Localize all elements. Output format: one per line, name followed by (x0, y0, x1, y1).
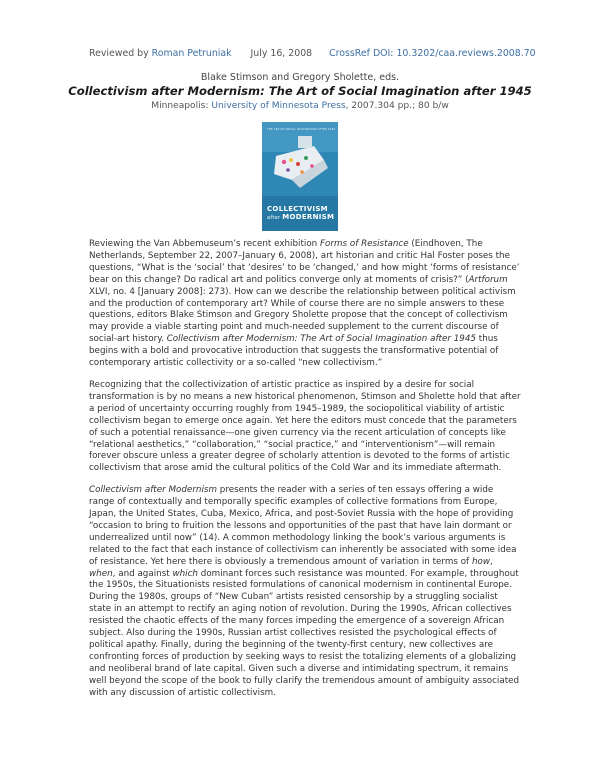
cover-figure-3 (296, 162, 300, 166)
cover-small-text: THE ART OF SOCIAL IMAGINATION AFTER 1945 (267, 128, 336, 131)
cover-figure-1 (282, 160, 286, 164)
p3-italic-when: when (89, 568, 113, 579)
p3-italic-how: how (471, 556, 490, 567)
p1-italic-artforum: Artforum (468, 274, 508, 285)
review-meta-line (89, 48, 589, 59)
p1-italic-book-title: Collectivism after Modernism: The Art of Social Imagination after 1945 (166, 334, 476, 345)
cover-title-main: MODERNISM (282, 213, 335, 221)
book-cover-image (262, 122, 338, 231)
review-body (89, 239, 521, 710)
cover-structure (298, 136, 312, 148)
p1-text-e: XLVI, no. 4 [January 2008]: 273). How can we describe the relationship between political activism and the production of contemporary art? While of course there are no simple answers to these questions, editors Blake Stimson and Gregory Sholette propose that the concept of collectivism may provide a viable starting point and much-needed supplement to the current discourse of social-art history. (89, 286, 516, 345)
publication-details: , 2007.304 pp.; 80 b/w (345, 101, 449, 111)
cover-figure-4 (304, 156, 308, 160)
cover-figure-7 (310, 164, 314, 168)
p1-text-c: (Eindhoven, The Netherlands, September 22, 2007–January 6, 2008), art historian and critic Hal Foster poses the questions, “What is the ‘social’ that ‘desires’ to be ‘changed,’ and how might ‘forms of resistance’ bear on this change? Do radical art and politics converge only at moments of crisis?” ( (89, 239, 520, 285)
p3-text-d: , (490, 556, 493, 567)
book-title: Collectivism after Modernism: The Art of Social Imagination after 1945 (68, 84, 532, 98)
p3-italic-which: which (172, 568, 198, 579)
p1-italic-forms-of-resistance: Forms of Resistance (320, 239, 409, 249)
p3-text-f: , and against (112, 568, 173, 579)
book-editors: Blake Stimson and Gregory Sholette, eds. (200, 72, 400, 83)
p3-text-b: presents the reader with a series of ten essays offering a wide range of contextually and temporally specific examples of collective formations from Europe, Japan, the United States, Cuba, Mexico, Africa, and post-Soviet Russia with the hope of providing “occasion to bring to fruition the lessons and opportunities of the past that have lain dormant or underrealized until now” (14). A common methodology linking the book’s various arguments is related to the fact that each instance of collectivism can inherently be associated with some idea of resistance. Yet here there is obviously a tremendous amount of variation in terms of (89, 485, 517, 567)
cover-title-line-1: COLLECTIVISM (267, 205, 328, 213)
review-date: July 16, 2008 (250, 48, 313, 59)
paragraph-1 (89, 239, 521, 370)
publication-info (0, 101, 600, 111)
cover-figure-2 (289, 158, 293, 162)
p3-text-h: dominant forces such resistance was mounted. For example, throughout the 1950s, the Situationists resisted formulations of canonical modernism in continental Europe. During the 1980s, groups of “New Cuban” artists resisted censorship by a struggling socialist state in an attempt to rectify an aging notion of revolution. During the 1990s, African collectives resisted the chaotic effects of the many forces impeding the emergence of a sovereign African subject. Also during the 1990s, Russian artist collectives resisted the psychological effects of political apathy. Finally, during the beginning of the twenty-first century, new collectives are confronting forces of production by seeking ways to resist the totalizing elements of a globalizing and neoliberal brand of late capital. Given such a diverse and intimidating spectrum, it remains well beyond the scope of the book to fully clarify the tremendous amount of ambiguity associated with any discussion of artistic collectivism. (89, 568, 520, 698)
cover-title-line-2 (267, 213, 334, 221)
p3-italic-book-title: Collectivism after Modernism (89, 485, 217, 496)
reviewer-link[interactable]: Roman Petruniak (151, 48, 232, 59)
paragraph-3 (89, 485, 521, 699)
publisher-link[interactable]: University of Minnesota Press (211, 101, 346, 111)
reviewed-by-label: Reviewed by (89, 48, 149, 59)
paragraph-2: Recognizing that the collectivization of artistic practice as inspired by a desire for social transformation is by no means a new historical phenomenon, Stimson and Sholette hold that after a period of uncertainty occurring roughly from 1945–1989, the sociopolitical viability of artistic collectivism began to emerge once again. Yet here the editors must concede that the parameters of such a potential renaissance—one given currency via the recent articulation of concepts like “relational aesthetics,” “collaboration,” “social practice,” and “interventionism”—will remain forever obscure unless a greater degree of scholarly attention is devoted to the forms of artistic collectivism that arose amid the cultural politics of the Cold War and its immediate aftermath. (89, 379, 521, 474)
cover-title-prefix: after (267, 215, 283, 221)
cover-figure-6 (300, 170, 304, 174)
publication-place: Minneapolis: (151, 101, 209, 111)
crossref-doi-link[interactable]: CrossRef DOI: 10.3202/caa.reviews.2008.70 (329, 48, 536, 59)
cover-figure-5 (286, 168, 290, 172)
p1-text-a: Reviewing the Van Abbemuseum’s recent exhibition (89, 239, 320, 249)
p1-text-g: thus begins with a bold and provocative introduction that suggests the transformative potential of contemporary artistic collectivity or a so-called “new collectivism.” (89, 334, 499, 369)
